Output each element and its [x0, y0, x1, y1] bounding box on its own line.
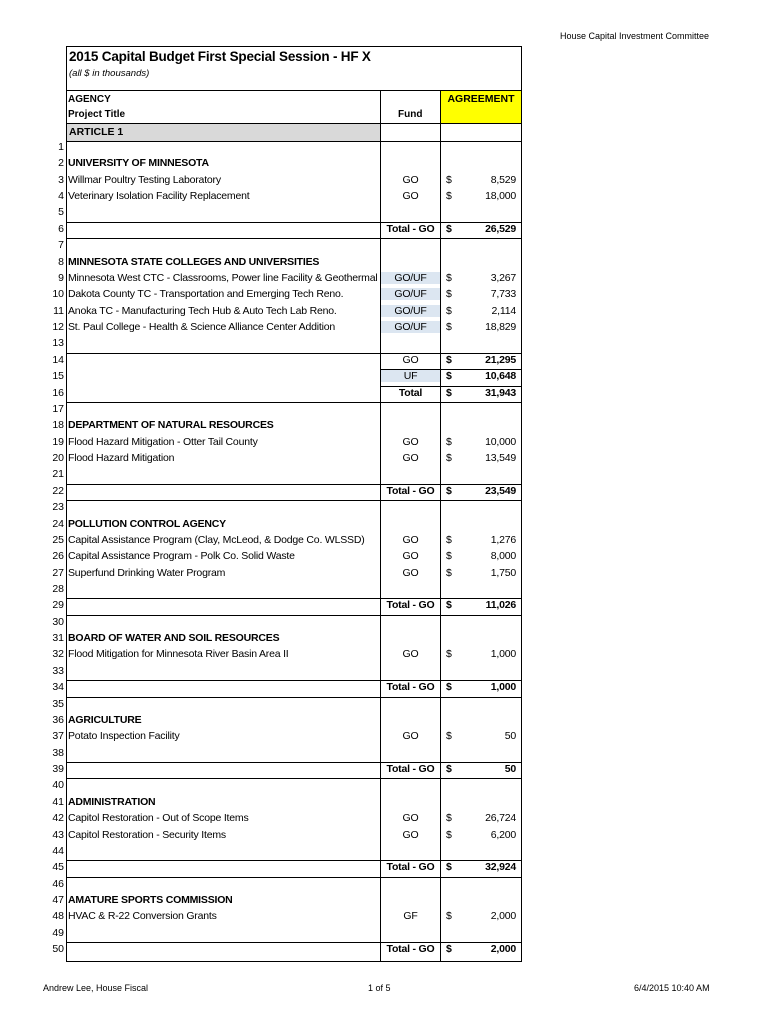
- row-number: 35: [52, 697, 64, 710]
- dollar-sign: $: [446, 190, 452, 203]
- total-label: Total - GO: [386, 861, 435, 874]
- project-title: Capital Assistance Program (Clay, McLeod, & Dodge Co. WLSSD): [68, 533, 365, 546]
- dollar-sign: $: [446, 648, 452, 661]
- fund-code: GO: [402, 452, 419, 465]
- dollar-sign: $: [446, 533, 452, 546]
- amount-value: 50: [504, 730, 516, 743]
- amount-value: 8,000: [490, 550, 516, 563]
- row-rule: [66, 860, 522, 861]
- amount-value: 23,549: [485, 484, 516, 497]
- amount-value: 6,200: [490, 828, 516, 841]
- row-number: 50: [52, 943, 64, 956]
- fund-code: GO: [402, 730, 419, 743]
- row-number: 19: [52, 435, 64, 448]
- row-number: 45: [52, 861, 64, 874]
- dollar-sign: $: [446, 435, 452, 448]
- total-label: Total - GO: [386, 681, 435, 694]
- row-number: 11: [53, 304, 64, 317]
- row-number: 4: [58, 190, 64, 203]
- row-number: 21: [52, 468, 64, 481]
- amount-value: 10,000: [485, 435, 516, 448]
- amount-value: 3,267: [490, 271, 516, 284]
- dollar-sign: $: [446, 730, 452, 743]
- agency-name: AGRICULTURE: [68, 713, 142, 726]
- row-number: 23: [52, 501, 64, 514]
- row-number: 41: [52, 795, 64, 808]
- row-number: 3: [58, 173, 64, 186]
- project-title: Anoka TC - Manufacturing Tech Hub & Auto Tech Lab Reno.: [68, 304, 337, 317]
- fund-code: GO: [402, 828, 419, 841]
- row-number: 14: [52, 353, 64, 366]
- row-number: 15: [52, 370, 64, 383]
- row-number: 6: [58, 222, 64, 235]
- amount-value: 1,750: [490, 566, 516, 579]
- total-label: Total: [398, 386, 423, 399]
- column-header-project: Project Title: [68, 109, 126, 120]
- row-rule: [380, 369, 522, 370]
- row-number: 10: [52, 288, 64, 301]
- row-number: 38: [52, 746, 64, 759]
- row-rule: [66, 238, 522, 239]
- row-number: 32: [52, 648, 64, 661]
- fund-code: GF: [403, 910, 418, 923]
- row-number: 33: [52, 664, 64, 677]
- amount-value: 1,000: [490, 681, 516, 694]
- sheet-title: 2015 Capital Budget First Special Session - HF X: [69, 49, 371, 64]
- fund-code: GO: [402, 533, 419, 546]
- fund-code: GO/UF: [381, 305, 440, 317]
- fund-code: GO: [402, 353, 419, 366]
- amount-value: 1,000: [490, 648, 516, 661]
- fund-code: GO/UF: [381, 288, 440, 300]
- amount-value: 32,924: [485, 861, 516, 874]
- project-title: Capitol Restoration - Out of Scope Items: [68, 812, 249, 825]
- amount-value: 21,295: [485, 353, 516, 366]
- fund-code: GO: [402, 566, 419, 579]
- dollar-sign: $: [446, 222, 452, 235]
- project-title: Flood Hazard Mitigation: [68, 452, 175, 465]
- row-number: 5: [58, 206, 64, 219]
- dollar-sign: $: [446, 943, 452, 956]
- dollar-sign: $: [446, 370, 452, 383]
- dollar-sign: $: [446, 566, 452, 579]
- row-number: 2: [58, 157, 64, 170]
- dollar-sign: $: [446, 681, 452, 694]
- row-rule: [66, 697, 522, 698]
- total-label: Total - GO: [386, 484, 435, 497]
- dollar-sign: $: [446, 452, 452, 465]
- row-number: 26: [52, 550, 64, 563]
- row-number: 22: [52, 484, 64, 497]
- fund-code: GO: [402, 550, 419, 563]
- row-number: 49: [52, 926, 64, 939]
- row-number: 1: [58, 141, 64, 153]
- dollar-sign: $: [446, 812, 452, 825]
- amount-value: 31,943: [485, 386, 516, 399]
- agency-name: MINNESOTA STATE COLLEGES AND UNIVERSITIES: [68, 255, 320, 268]
- column-header-fund: Fund: [398, 109, 423, 120]
- row-number: 30: [52, 615, 64, 628]
- row-rule: [66, 484, 522, 485]
- project-title: Superfund Drinking Water Program: [68, 566, 226, 579]
- project-title: HVAC & R-22 Conversion Grants: [68, 910, 217, 923]
- dollar-sign: $: [446, 484, 452, 497]
- amount-value: 18,829: [485, 321, 516, 334]
- project-title: Potato Inspection Facility: [68, 730, 180, 743]
- fund-code: GO: [402, 435, 419, 448]
- total-label: Total - GO: [386, 599, 435, 612]
- footer-timestamp: 6/4/2015 10:40 AM: [634, 983, 710, 993]
- sheet-subtitle: (all $ in thousands): [69, 68, 150, 79]
- project-title: Veterinary Isolation Facility Replacement: [68, 190, 250, 203]
- row-number: 13: [52, 337, 64, 350]
- total-label: Total - GO: [386, 763, 435, 776]
- total-label: Total - GO: [386, 943, 435, 956]
- dollar-sign: $: [446, 304, 452, 317]
- column-header-agency: AGENCY: [68, 94, 111, 105]
- row-rule: [66, 402, 522, 403]
- amount-value: 2,000: [490, 910, 516, 923]
- row-rule: [66, 778, 522, 779]
- row-number: 39: [52, 763, 64, 776]
- dollar-sign: $: [446, 910, 452, 923]
- dollar-sign: $: [446, 288, 452, 301]
- row-rule: [66, 500, 522, 501]
- row-number: 18: [52, 419, 64, 432]
- amount-value: 11,026: [485, 599, 516, 612]
- dollar-sign: $: [446, 861, 452, 874]
- agency-name: POLLUTION CONTROL AGENCY: [68, 517, 226, 530]
- row-number: 8: [58, 255, 64, 268]
- amount-value: 26,529: [485, 222, 516, 235]
- dollar-sign: $: [446, 386, 452, 399]
- project-title: Willmar Poultry Testing Laboratory: [68, 173, 221, 186]
- fund-code: GO/UF: [381, 321, 440, 333]
- fund-code: GO: [402, 812, 419, 825]
- dollar-sign: $: [446, 599, 452, 612]
- header-committee: House Capital Investment Committee: [560, 31, 710, 41]
- footer-author: Andrew Lee, House Fiscal: [43, 983, 149, 993]
- project-title: Dakota County TC - Transportation and Emerging Tech Reno.: [68, 288, 344, 301]
- agency-name: DEPARTMENT OF NATURAL RESOURCES: [68, 419, 274, 432]
- dollar-sign: $: [446, 321, 452, 334]
- row-rule: [66, 680, 522, 681]
- fund-code: UF: [381, 370, 440, 382]
- dollar-sign: $: [446, 550, 452, 563]
- total-label: Total - GO: [386, 222, 435, 235]
- project-title: Minnesota West CTC - Classrooms, Power line Facility & Geothermal: [68, 271, 378, 284]
- row-number: 24: [52, 517, 64, 530]
- dollar-sign: $: [446, 173, 452, 186]
- amount-value: 26,724: [485, 812, 516, 825]
- row-number: 12: [52, 321, 64, 334]
- footer-page: 1 of 5: [368, 983, 391, 993]
- row-number: 46: [52, 877, 64, 890]
- project-title: Flood Mitigation for Minnesota River Basin Area II: [68, 648, 289, 661]
- dollar-sign: $: [446, 828, 452, 841]
- row-rule: [66, 762, 522, 763]
- amount-value: 8,529: [490, 173, 516, 186]
- row-number: 28: [52, 582, 64, 595]
- amount-value: 50: [504, 763, 516, 776]
- column-divider: [440, 90, 441, 962]
- amount-value: 1,276: [490, 533, 516, 546]
- dollar-sign: $: [446, 353, 452, 366]
- row-number: 17: [52, 402, 64, 415]
- column-header-agreement: AGREEMENT: [441, 91, 521, 123]
- fund-code: GO: [402, 173, 419, 186]
- row-rule: [66, 353, 522, 354]
- agency-name: UNIVERSITY OF MINNESOTA: [68, 157, 209, 170]
- amount-value: 7,733: [490, 288, 516, 301]
- row-number: 36: [52, 713, 64, 726]
- agency-name: BOARD OF WATER AND SOIL RESOURCES: [68, 632, 280, 645]
- row-number: 34: [52, 681, 64, 694]
- row-rule: [66, 877, 522, 878]
- row-number: 29: [52, 599, 64, 612]
- row-number: 7: [58, 239, 64, 252]
- amount-value: 2,000: [490, 943, 516, 956]
- row-rule: [66, 598, 522, 599]
- project-title: Flood Hazard Mitigation - Otter Tail County: [68, 435, 258, 448]
- amount-value: 10,648: [485, 370, 516, 383]
- divider: [66, 141, 522, 142]
- article-label: ARTICLE 1: [67, 124, 380, 141]
- row-number: 20: [52, 452, 64, 465]
- dollar-sign: $: [446, 763, 452, 776]
- row-number: 42: [52, 812, 64, 825]
- row-number: 37: [52, 730, 64, 743]
- row-rule: [66, 615, 522, 616]
- row-number: 40: [52, 779, 64, 792]
- dollar-sign: $: [446, 271, 452, 284]
- row-number: 16: [52, 386, 64, 399]
- project-title: St. Paul College - Health & Science Alliance Center Addition: [68, 321, 335, 334]
- fund-code: GO: [402, 190, 419, 203]
- row-number: 47: [52, 894, 64, 907]
- amount-value: 18,000: [485, 190, 516, 203]
- amount-value: 13,549: [485, 452, 516, 465]
- row-number: 31: [52, 632, 64, 645]
- amount-value: 2,114: [491, 304, 516, 317]
- agency-name: ADMINISTRATION: [68, 795, 156, 808]
- fund-code: GO: [402, 648, 419, 661]
- row-number: 48: [52, 910, 64, 923]
- row-number: 25: [52, 533, 64, 546]
- row-number: 9: [58, 271, 64, 284]
- fund-code: GO/UF: [381, 272, 440, 284]
- row-number: 44: [52, 844, 64, 857]
- agency-name: AMATURE SPORTS COMMISSION: [68, 894, 233, 907]
- project-title: Capital Assistance Program - Polk Co. Solid Waste: [68, 550, 295, 563]
- row-rule: [66, 222, 522, 223]
- row-rule: [66, 942, 522, 943]
- row-number: 27: [52, 566, 64, 579]
- row-rule: [380, 386, 522, 387]
- project-title: Capitol Restoration - Security Items: [68, 828, 226, 841]
- row-number: 43: [52, 828, 64, 841]
